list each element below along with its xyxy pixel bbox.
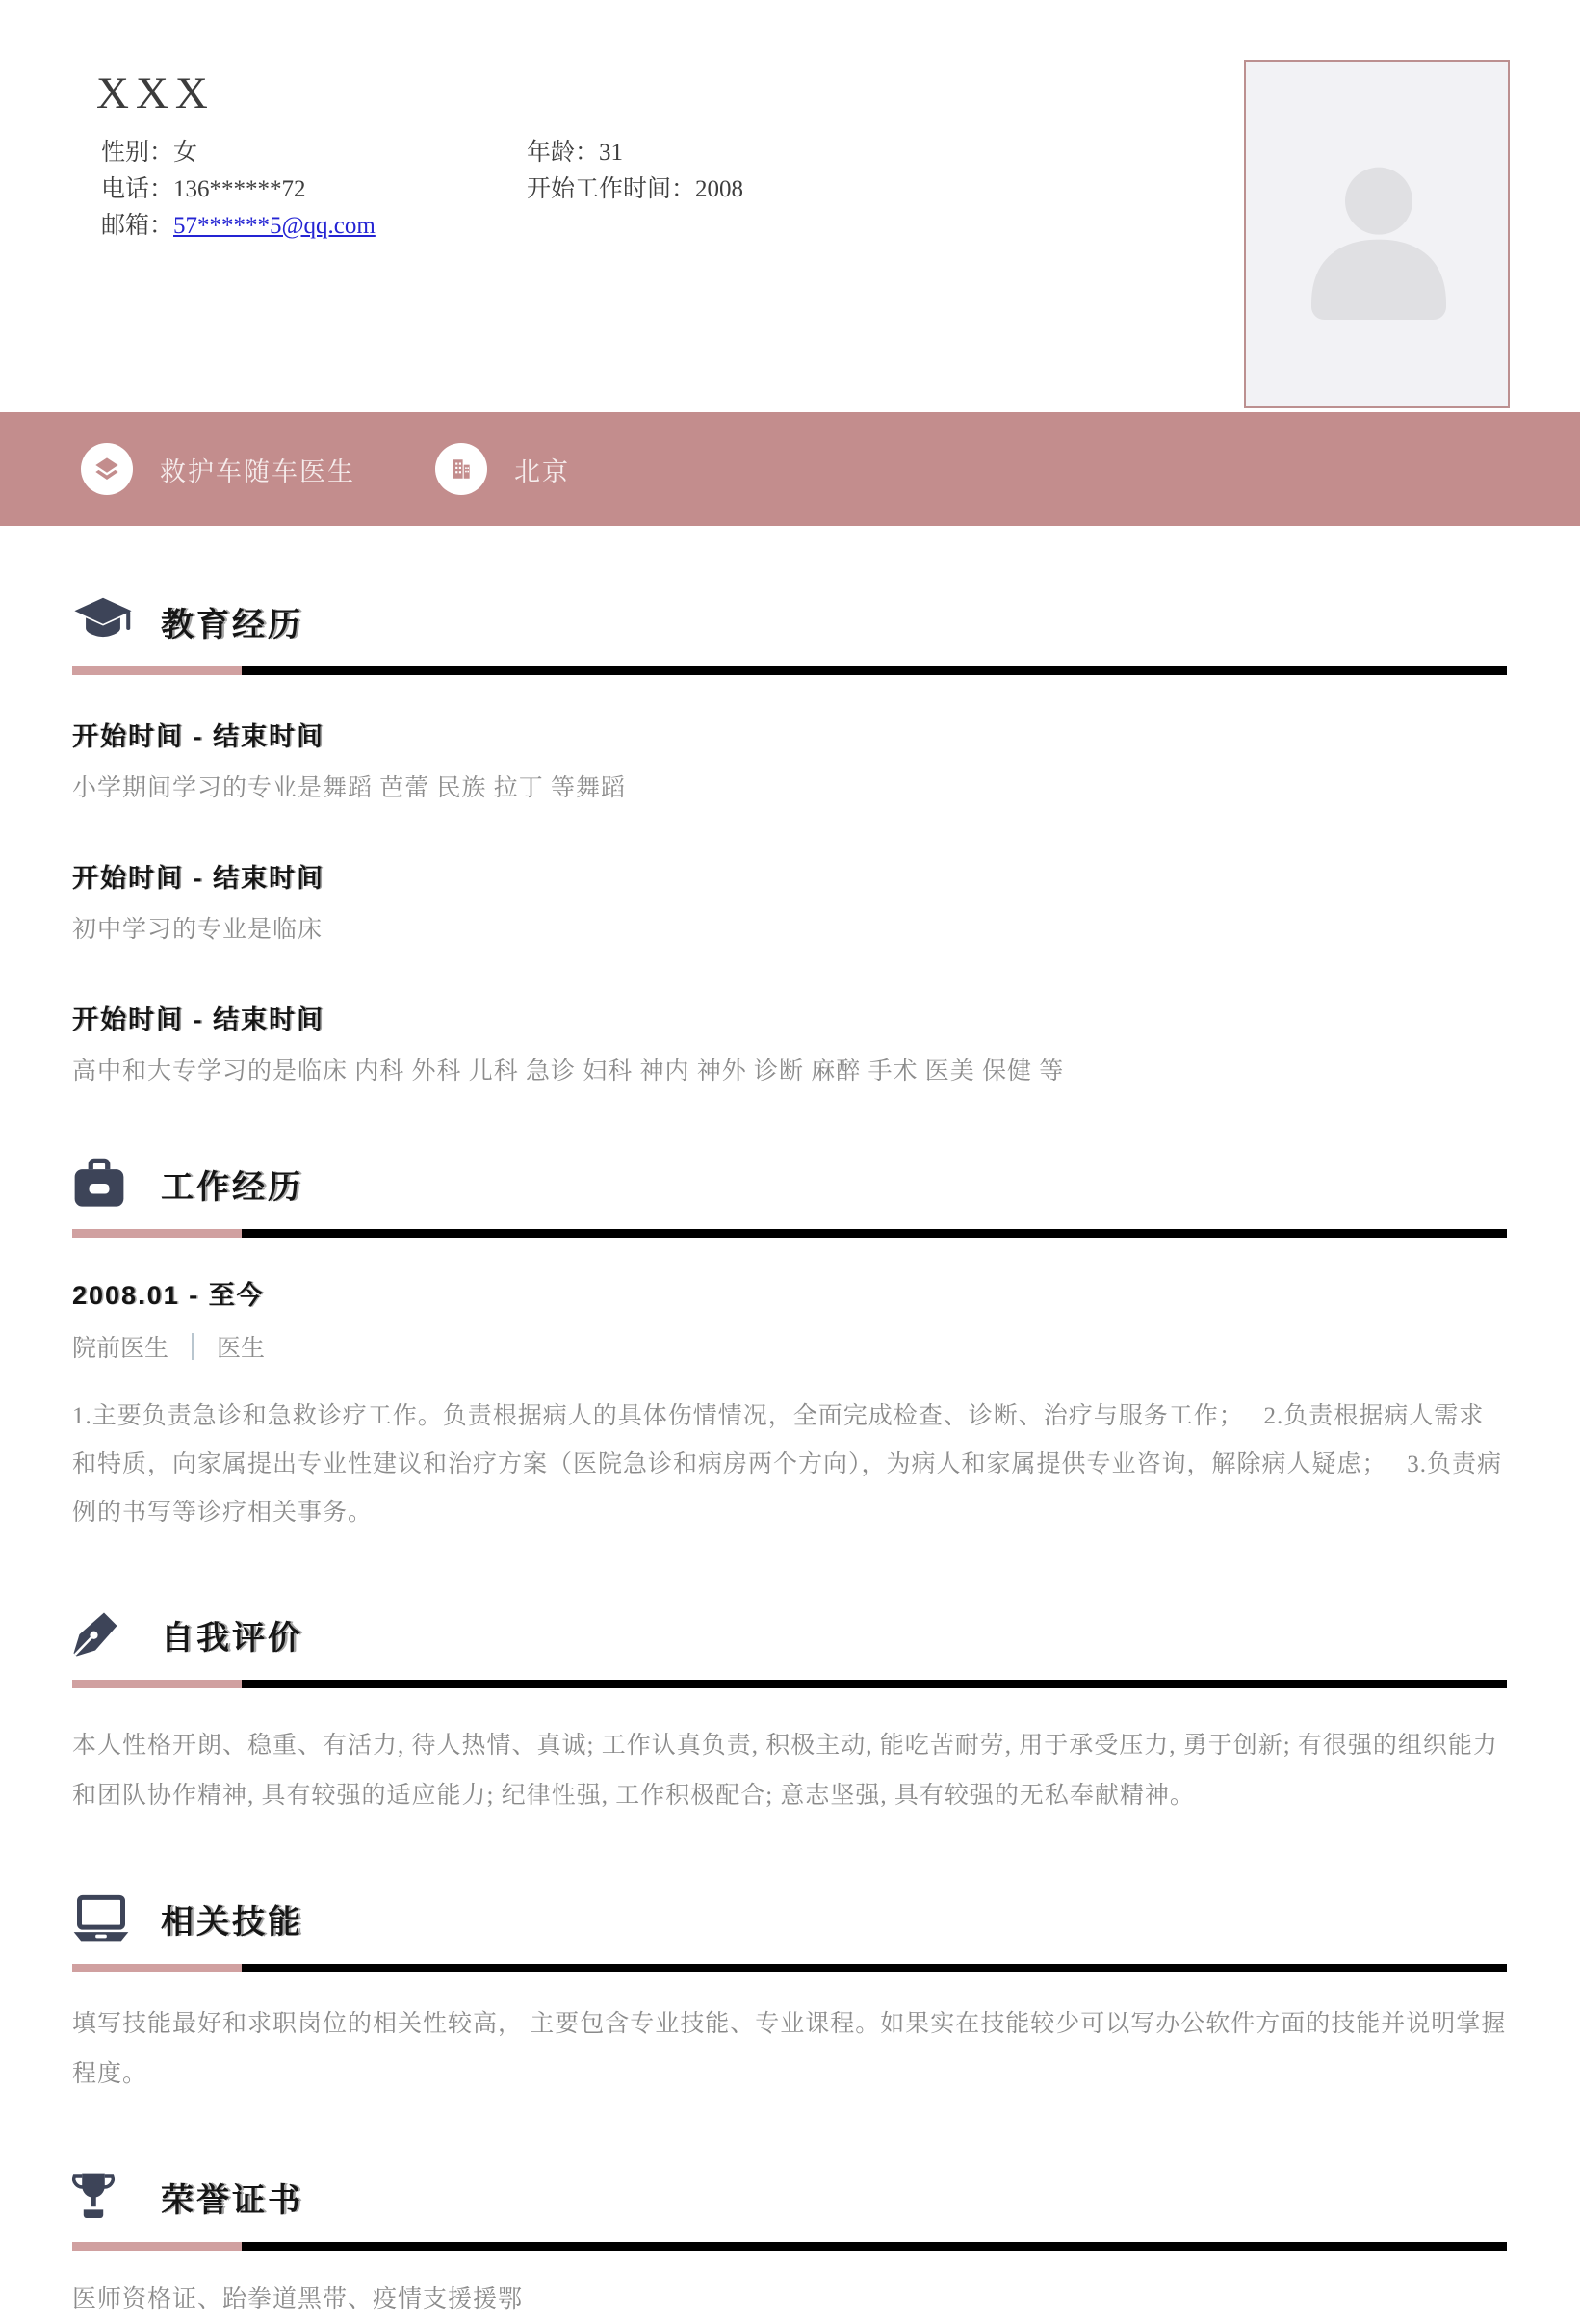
field-phone [101,170,306,204]
work-roles [72,1329,1507,1364]
age-value: 31 [599,140,624,166]
education-desc: 小学期间学习的专业是舞蹈 芭蕾 民族 拉丁 等舞蹈 [72,775,627,801]
work-since-label: 开始工作时间： [527,176,696,202]
title-banner [0,412,1580,526]
work-period: 2008.01 - 至今 [72,1281,265,1310]
section-title-education: 教育经历 [161,606,303,643]
phone-value: 136******72 [173,176,306,202]
section-honors [72,2165,1507,2324]
education-desc: 初中学习的专业是临床 [72,917,324,943]
trophy-icon [72,2171,136,2223]
role-divider [192,1333,194,1360]
education-desc: 高中和大专学习的是临床 内科 外科 儿科 急诊 妇科 神内 神外 诊断 麻醉 手术 医美 保健 等 [72,1058,1065,1084]
building-icon [435,443,487,495]
education-entry [72,999,1507,1086]
section-rule [72,2242,1507,2251]
field-work-since [527,170,743,204]
education-period: 开始时间 - 结束时间 [72,1005,324,1034]
field-sex [101,133,197,168]
education-period: 开始时间 - 结束时间 [72,864,324,893]
section-rule [72,1680,1507,1688]
email-link[interactable]: 57******5@qq.com [173,213,376,239]
banner-city [435,412,570,526]
candidate-name: XXX [96,68,215,118]
age-label: 年龄： [527,140,600,166]
section-work [72,1152,1507,1537]
education-entry [72,857,1507,945]
education-period: 开始时间 - 结束时间 [72,722,324,751]
computer-icon [72,1894,136,1943]
skills-description: 填写技能最好和求职岗位的相关性较高， 主要包含专业技能、专业课程。如果实在技能较少可以写办公软件方面的技能并说明掌握程度。 [72,2011,1507,2087]
resume-body [72,589,1507,2324]
banner-city-label: 北京 [514,457,570,486]
section-title-skills: 相关技能 [161,1903,303,1941]
sex-label: 性别： [101,140,174,166]
self-eval-description: 本人性格开朗、稳重、有活力, 待人热情、真诚; 工作认真负责, 积极主动, 能吃苦耐劳, 用于承受压力, 勇于创新; 有很强的组织能力和团队协作精神, 具有较强的适应能力; 纪律性强, 工作积极配合; 意志坚强, 具有较强的无私奉献精神。 [72,1733,1498,1809]
honors-description: 医师资格证、跆拳道黑带、疫情支援援鄂 [72,2286,524,2312]
briefcase-icon [72,1157,136,1211]
banner-job [81,412,355,526]
sex-value: 女 [173,140,198,166]
pen-nib-icon [72,1609,136,1659]
layers-icon [81,443,133,495]
email-label: 邮箱： [101,213,174,239]
photo-placeholder [1244,60,1510,408]
user-silhouette-icon [1282,137,1475,329]
section-education [72,589,1507,1086]
education-entry [72,716,1507,803]
section-rule [72,666,1507,675]
section-self-eval [72,1603,1507,1821]
work-role-company: 院前医生 [72,1336,169,1362]
work-description: 1.主要负责急诊和急救诊疗工作。负责根据病人的具体伤情情况，全面完成检查、诊断、治疗与服务工作； 2.负责根据病人需求和特质，向家属提出专业性建议和治疗方案（医院急诊和病房两个方向），为病人和家属提供专业咨询，解除病人疑虑； 3.负责病例的书写等诊疗相关事务。 [72,1403,1503,1526]
graduation-cap-icon [72,596,136,646]
phone-label: 电话： [101,176,174,202]
section-title-self-eval: 自我评价 [161,1619,303,1657]
work-since-value: 2008 [695,176,744,202]
section-title-honors: 荣誉证书 [161,2181,303,2219]
section-rule [72,1229,1507,1238]
section-title-work: 工作经历 [161,1168,303,1206]
work-role-title: 医生 [217,1336,266,1362]
field-email [101,206,376,241]
banner-job-label: 救护车随车医生 [160,457,355,486]
field-age [527,133,623,168]
section-rule [72,1964,1507,1972]
section-skills [72,1887,1507,2100]
